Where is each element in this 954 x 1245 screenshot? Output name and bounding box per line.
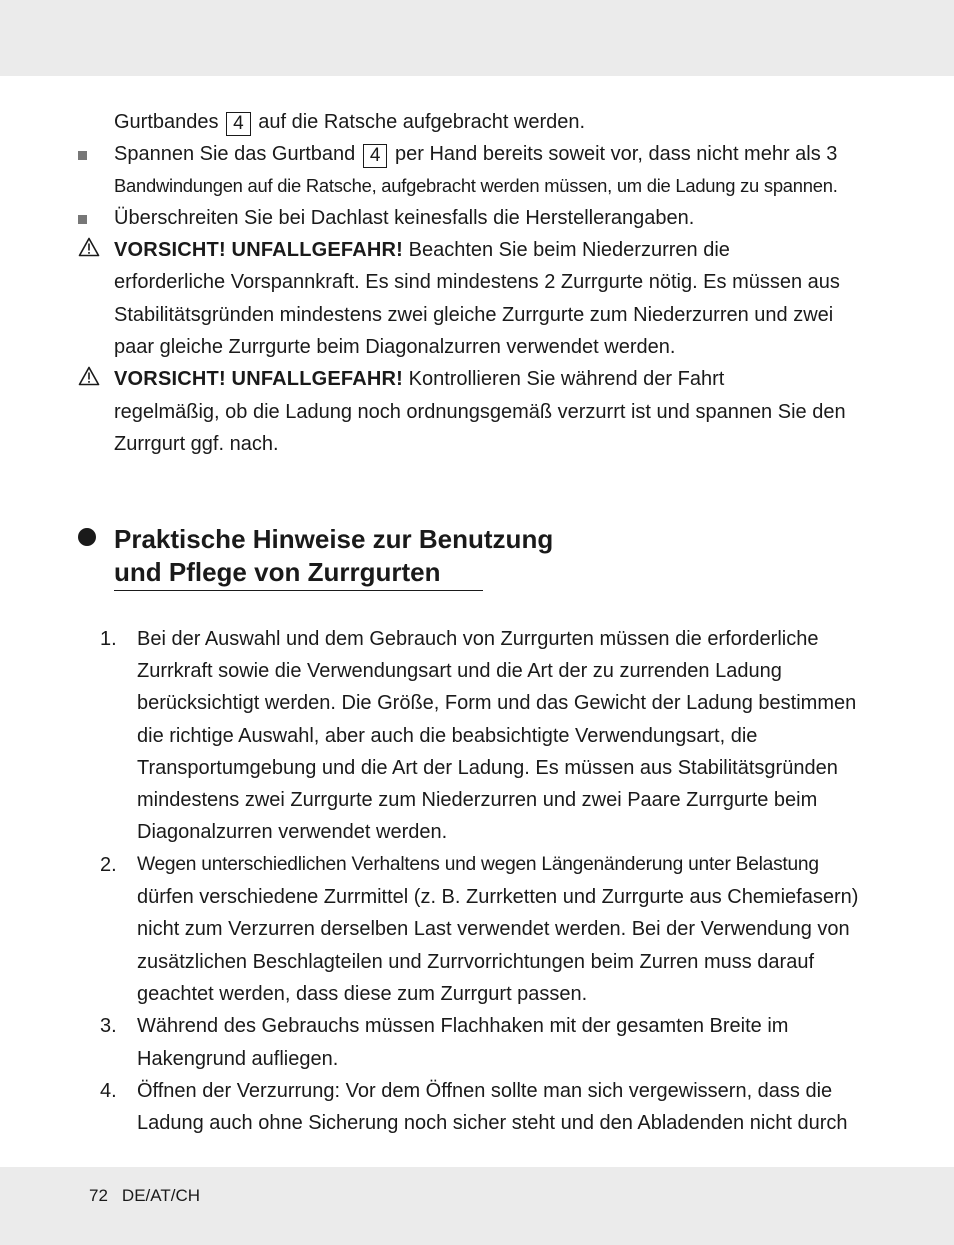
list-item-line: Ladung auch ohne Sicherung noch sicher steht und den Abladenden nicht durch [137, 1112, 848, 1134]
intro-line: Gurtbandes 4 auf die Ratsche aufgebracht werden. [114, 111, 586, 134]
warning-text: regelmäßig, ob die Ladung noch ordnungsgemäß verzurrt ist und spannen Sie den [114, 401, 846, 423]
reference-number-box: 4 [226, 112, 251, 136]
list-item-line: zusätzlichen Beschlagteilen und Zurrvorrichtungen beim Zurren muss darauf [137, 951, 815, 973]
list-marker: 3. [100, 1015, 117, 1037]
list-item-line: Während des Gebrauchs müssen Flachhaken mit der gesamten Breite im [137, 1015, 789, 1037]
square-bullet-icon [78, 151, 87, 160]
list-item-line: berücksichtigt werden. Die Größe, Form und das Gewicht der Ladung bestimmen [137, 692, 857, 714]
reference-number-box: 4 [363, 144, 388, 168]
bullet-line: Spannen Sie das Gurtband 4 per Hand bereits soweit vor, dass nicht mehr als 3 [114, 143, 838, 166]
page-footer [89, 1186, 200, 1206]
list-item-line: dürfen verschiedene Zurrmittel (z. B. Zurrketten und Zurrgurte aus Chemiefasern) [137, 886, 859, 908]
section-bullet-icon [78, 528, 96, 546]
list-marker: 1. [100, 628, 117, 650]
region-label: DE/AT/CH [121, 1186, 200, 1205]
list-item-line: die richtige Auswahl, aber auch die beabsichtigte Verwendungsart, die [137, 725, 758, 747]
list-item-line: mindestens zwei Zurrgurte zum Niederzurren und zwei Paare Zurrgurte beim [137, 789, 818, 811]
list-item-line: Wegen unterschiedlichen Verhaltens und wegen Längenänderung unter Belastung [137, 854, 819, 875]
warning-label: VORSICHT! UNFALLGEFAHR! [114, 368, 404, 390]
warning-text: VORSICHT! UNFALLGEFAHR! Beachten Sie beim Niederzurren die [114, 239, 730, 261]
list-item-line: Bei der Auswahl und dem Gebrauch von Zurrgurten müssen die erforderliche [137, 628, 819, 650]
bullet-line: Überschreiten Sie bei Dachlast keinesfalls die Herstellerangaben. [114, 207, 695, 229]
warning-text: Stabilitätsgründen mindestens zwei gleiche Zurrgurte zum Niederzurren und zwei [114, 304, 834, 326]
warning-text: paar gleiche Zurrgurte beim Diagonalzurren verwendet werden. [114, 336, 676, 358]
header-band [0, 0, 954, 76]
list-item-line: Diagonalzurren verwendet werden. [137, 821, 448, 843]
section-title: und Pflege von Zurrgurten [114, 557, 441, 587]
warning-text: Zurrgurt ggf. nach. [114, 433, 279, 455]
warning-triangle-icon [78, 237, 100, 257]
warning-text: erforderliche Vorspannkraft. Es sind mindestens 2 Zurrgurte nötig. Es müssen aus [114, 271, 840, 293]
list-item-line: Zurrkraft sowie die Verwendungsart und die Art der zu zurrenden Ladung [137, 660, 782, 682]
list-marker: 4. [100, 1080, 117, 1102]
warning-text: VORSICHT! UNFALLGEFAHR! Kontrollieren Sie während der Fahrt [114, 368, 725, 390]
footer-band [0, 1167, 954, 1245]
list-item-line: nicht zum Verzurren derselben Last verwendet werden. Bei der Verwendung von [137, 918, 850, 940]
square-bullet-icon [78, 215, 87, 224]
title-underline [114, 590, 483, 591]
list-item-line: Öffnen der Verzurrung: Vor dem Öffnen sollte man sich vergewissern, dass die [137, 1080, 833, 1102]
section-title: Praktische Hinweise zur Benutzung [114, 524, 554, 554]
list-marker: 2. [100, 854, 117, 876]
list-item-line: geachtet werden, dass diese zum Zurrgurt passen. [137, 983, 588, 1005]
list-item-line: Hakengrund aufliegen. [137, 1048, 339, 1070]
bullet-line: Bandwindungen auf die Ratsche, aufgebracht werden müssen, um die Ladung zu spannen. [114, 175, 838, 196]
warning-label: VORSICHT! UNFALLGEFAHR! [114, 239, 404, 261]
warning-triangle-icon [78, 366, 100, 386]
list-item-line: Transportumgebung und die Art der Ladung. Es müssen aus Stabilitätsgründen [137, 757, 838, 779]
page-number: 72 [89, 1186, 108, 1205]
